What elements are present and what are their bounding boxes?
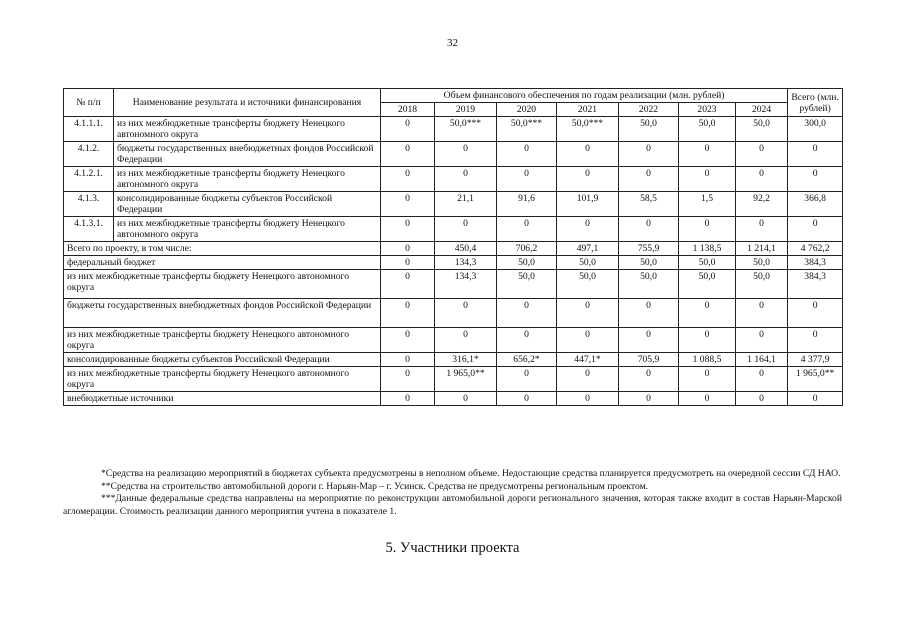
table-row: [64, 117, 843, 142]
header-name: Наименование результата и источники финансирования: [114, 89, 381, 117]
cell-value: 0: [497, 167, 557, 192]
cell-value: 0: [619, 392, 679, 406]
cell-value: 101,9: [557, 192, 619, 217]
row-number: 4.1.2.: [64, 142, 114, 167]
cell-value: 50,0***: [435, 117, 497, 142]
cell-value: 705,9: [619, 353, 679, 367]
summary-row: [64, 328, 843, 353]
cell-value: 0: [736, 142, 788, 167]
footnote: *Средства на реализацию мероприятий в бюджетах субъекта предусмотрены в неполном объеме. Недостающие средства планируется предусмотреть на очередной сессии СД НАО.: [101, 468, 841, 479]
cell-value: 0: [679, 167, 736, 192]
summary-name: федеральный бюджет: [64, 256, 381, 270]
cell-value: 0: [736, 328, 788, 353]
summary-row: [64, 367, 843, 392]
cell-value: 50,0: [497, 256, 557, 270]
table-row: [64, 167, 843, 192]
cell-value: 50,0***: [497, 117, 557, 142]
cell-total: 366,8: [788, 192, 843, 217]
cell-value: 50,0: [679, 256, 736, 270]
cell-value: 50,0: [736, 256, 788, 270]
cell-value: 0: [619, 167, 679, 192]
cell-value: 0: [435, 142, 497, 167]
cell-value: 0: [381, 256, 435, 270]
cell-value: 0: [381, 270, 435, 299]
cell-value: 0: [497, 367, 557, 392]
row-number: 4.1.1.1.: [64, 117, 114, 142]
cell-value: 0: [679, 392, 736, 406]
cell-value: 0: [619, 142, 679, 167]
cell-value: 0: [557, 142, 619, 167]
cell-value: 0: [381, 117, 435, 142]
cell-value: 0: [736, 217, 788, 242]
row-number: 4.1.3.: [64, 192, 114, 217]
cell-value: 0: [435, 299, 497, 328]
cell-value: 50,0: [679, 270, 736, 299]
cell-value: 50,0***: [557, 117, 619, 142]
cell-value: 92,2: [736, 192, 788, 217]
cell-value: 21,1: [435, 192, 497, 217]
cell-total: 0: [788, 142, 843, 167]
cell-value: 0: [736, 299, 788, 328]
header-total: Всего (млн. рублей): [788, 89, 843, 117]
cell-value: 50,0: [557, 270, 619, 299]
cell-total: 0: [788, 167, 843, 192]
row-name: бюджеты государственных внебюджетных фондов Российской Федерации: [114, 142, 381, 167]
header-year: 2022: [619, 103, 679, 117]
summary-name: Всего по проекту, в том числе:: [64, 242, 381, 256]
cell-value: 0: [381, 217, 435, 242]
footnotes: [63, 468, 842, 518]
cell-value: 447,1*: [557, 353, 619, 367]
cell-value: 1 088,5: [679, 353, 736, 367]
cell-value: 0: [679, 217, 736, 242]
cell-value: 0: [497, 392, 557, 406]
cell-value: 1 138,5: [679, 242, 736, 256]
summary-name: консолидированные бюджеты субъектов Российской Федерации: [64, 353, 381, 367]
cell-value: 50,0: [557, 256, 619, 270]
table-header-row: [64, 89, 843, 103]
cell-total: 384,3: [788, 270, 843, 299]
cell-value: 0: [619, 217, 679, 242]
cell-value: 0: [679, 142, 736, 167]
cell-value: 1 164,1: [736, 353, 788, 367]
cell-value: 0: [497, 217, 557, 242]
cell-value: 0: [557, 328, 619, 353]
table-row: [64, 217, 843, 242]
cell-value: 134,3: [435, 270, 497, 299]
cell-value: 0: [381, 299, 435, 328]
header-year: 2018: [381, 103, 435, 117]
cell-value: 755,9: [619, 242, 679, 256]
row-name: консолидированные бюджеты субъектов Российской Федерации: [114, 192, 381, 217]
summary-row: [64, 353, 843, 367]
cell-value: 50,0: [619, 256, 679, 270]
cell-value: 50,0: [619, 117, 679, 142]
summary-row: [64, 256, 843, 270]
cell-value: 0: [557, 392, 619, 406]
row-number: 4.1.3.1.: [64, 217, 114, 242]
header-number: № п/п: [64, 89, 114, 117]
cell-value: 0: [679, 299, 736, 328]
footnote: ***Данные федеральные средства направлены на мероприятие по реконструкции автомобильной дороги регионального значения, которая также входит в состав Нарьян-Марской агломерации. Стоимость реализации данного мероприятия учтена в показателе 1.: [63, 493, 842, 517]
cell-value: 50,0: [619, 270, 679, 299]
cell-total: 4 762,2: [788, 242, 843, 256]
header-year: 2019: [435, 103, 497, 117]
row-name: из них межбюджетные трансферты бюджету Ненецкого автономного округа: [114, 117, 381, 142]
table-row: [64, 142, 843, 167]
cell-value: 0: [435, 217, 497, 242]
cell-value: 0: [381, 367, 435, 392]
cell-value: 0: [557, 167, 619, 192]
cell-value: 1 214,1: [736, 242, 788, 256]
summary-name: бюджеты государственных внебюджетных фондов Российской Федерации: [64, 299, 381, 328]
cell-value: 0: [381, 242, 435, 256]
cell-total: 1 965,0**: [788, 367, 843, 392]
cell-value: 58,5: [619, 192, 679, 217]
cell-total: 0: [788, 217, 843, 242]
table-row: [64, 192, 843, 217]
cell-value: 50,0: [679, 117, 736, 142]
cell-value: 0: [381, 142, 435, 167]
cell-total: 384,3: [788, 256, 843, 270]
header-volume: Объем финансового обеспечения по годам реализации (млн. рублей): [381, 89, 788, 103]
cell-value: 0: [435, 392, 497, 406]
summary-row: [64, 299, 843, 328]
cell-total: 0: [788, 299, 843, 328]
summary-name: из них межбюджетные трансферты бюджету Ненецкого автономного округа: [64, 270, 381, 299]
cell-value: 1 965,0**: [435, 367, 497, 392]
cell-value: 0: [736, 392, 788, 406]
header-year: 2024: [736, 103, 788, 117]
summary-row: [64, 242, 843, 256]
cell-value: 91,6: [497, 192, 557, 217]
cell-value: 0: [619, 328, 679, 353]
summary-name: из них межбюджетные трансферты бюджету Ненецкого автономного округа: [64, 367, 381, 392]
cell-value: 50,0: [736, 270, 788, 299]
cell-value: 0: [381, 353, 435, 367]
summary-row: [64, 270, 843, 299]
cell-value: 0: [736, 367, 788, 392]
row-name: из них межбюджетные трансферты бюджету Ненецкого автономного округа: [114, 167, 381, 192]
section-heading: 5. Участники проекта: [385, 540, 520, 556]
row-number: 4.1.2.1.: [64, 167, 114, 192]
cell-value: 0: [557, 367, 619, 392]
cell-value: 0: [381, 328, 435, 353]
cell-value: 0: [679, 367, 736, 392]
cell-value: 0: [381, 167, 435, 192]
cell-value: 316,1*: [435, 353, 497, 367]
header-year: 2021: [557, 103, 619, 117]
cell-value: 0: [381, 192, 435, 217]
cell-value: 134,3: [435, 256, 497, 270]
header-year: 2020: [497, 103, 557, 117]
cell-value: 706,2: [497, 242, 557, 256]
cell-value: 0: [619, 299, 679, 328]
cell-value: 0: [679, 328, 736, 353]
cell-total: 0: [788, 328, 843, 353]
cell-value: 0: [497, 142, 557, 167]
financing-table: [63, 88, 843, 406]
cell-value: 0: [435, 167, 497, 192]
summary-name: из них межбюджетные трансферты бюджету Ненецкого автономного округа: [64, 328, 381, 353]
cell-value: 50,0: [736, 117, 788, 142]
cell-value: 0: [557, 299, 619, 328]
cell-value: 0: [435, 328, 497, 353]
cell-value: 50,0: [497, 270, 557, 299]
header-year: 2023: [679, 103, 736, 117]
footnote: **Средства на строительство автомобильной дороги г. Нарьян-Мар – г. Усинск. Средства не предусмотрены региональным проектом.: [101, 480, 649, 492]
cell-value: 656,2*: [497, 353, 557, 367]
cell-value: 0: [497, 328, 557, 353]
cell-total: 0: [788, 392, 843, 406]
cell-value: 0: [557, 217, 619, 242]
cell-value: 1,5: [679, 192, 736, 217]
cell-value: 450,4: [435, 242, 497, 256]
cell-value: 0: [619, 367, 679, 392]
cell-value: 497,1: [557, 242, 619, 256]
page-number: 32: [447, 37, 458, 49]
row-name: из них межбюджетные трансферты бюджету Ненецкого автономного округа: [114, 217, 381, 242]
cell-value: 0: [497, 299, 557, 328]
summary-name: внебюджетные источники: [64, 392, 381, 406]
cell-total: 300,0: [788, 117, 843, 142]
cell-value: 0: [381, 392, 435, 406]
cell-total: 4 377,9: [788, 353, 843, 367]
cell-value: 0: [736, 167, 788, 192]
summary-row: [64, 392, 843, 406]
